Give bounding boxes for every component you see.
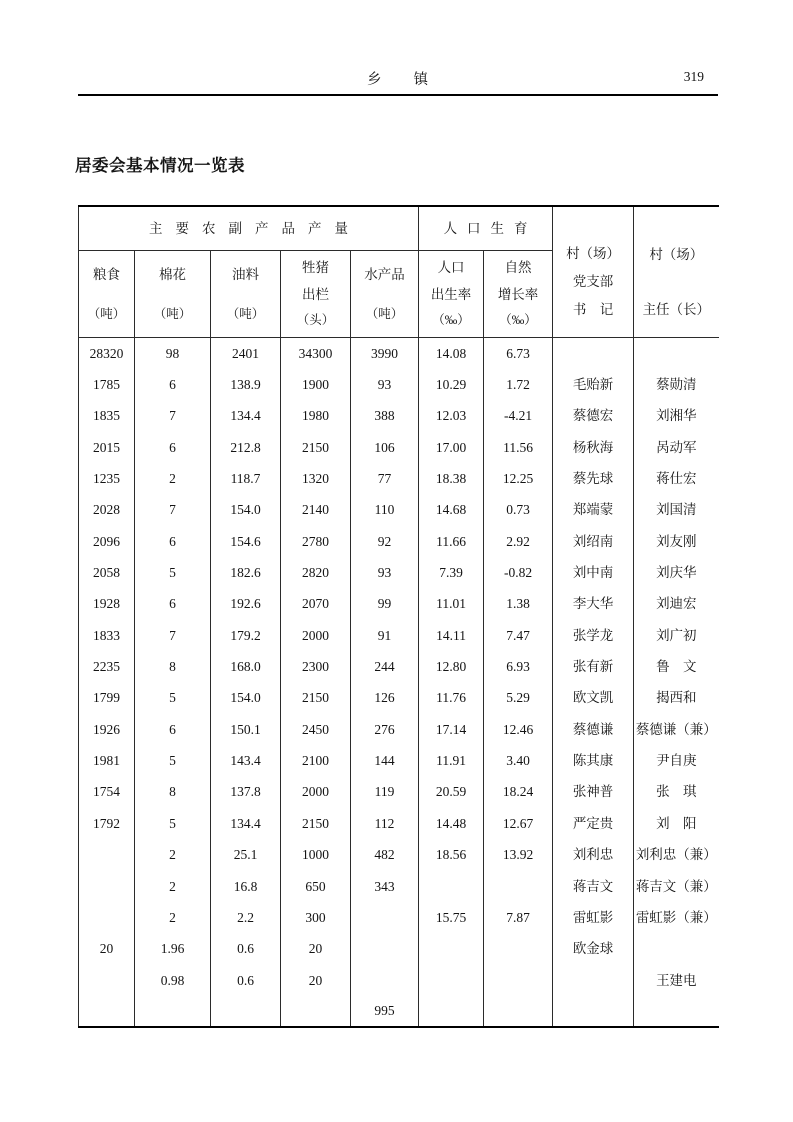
table-cell: 92 [351, 526, 419, 557]
table-cell: 0.73 [484, 494, 553, 525]
table-cell: 1754 [93, 784, 120, 800]
table-cell: 6 [135, 369, 211, 400]
table-cell: 11.91 [419, 745, 484, 776]
table-cell: 刘国清 [634, 494, 719, 525]
table-cell: 2300 [281, 651, 351, 682]
table-cell: 1235 [93, 470, 120, 486]
table-cell: 17.00 [419, 432, 484, 463]
table-row [79, 933, 719, 964]
table-cell: 雷虹影（兼） [634, 902, 719, 933]
table-row [79, 996, 719, 1027]
table-cell: 刘绍南 [553, 526, 634, 557]
column-header-line: 主任（长） [642, 302, 711, 317]
table-cell: 91 [351, 620, 419, 651]
table-cell [634, 338, 719, 369]
table-cell: 2.92 [484, 526, 553, 557]
table-row [79, 902, 719, 933]
column-header [211, 251, 281, 338]
table-wrapper [78, 205, 719, 1028]
table-cell: 毛贻新 [553, 369, 634, 400]
table-cell: 12.03 [419, 400, 484, 431]
table-cell: -0.82 [484, 557, 553, 588]
table-cell: 蔡德宏 [553, 400, 634, 431]
table-cell: 112 [351, 808, 419, 839]
table-cell: 0.98 [135, 965, 211, 996]
table-cell: 1928 [93, 596, 120, 612]
table-cell: 蒋吉文（兼） [634, 871, 719, 902]
table-cell [351, 902, 419, 933]
table-cell: 118.7 [211, 463, 281, 494]
table-cell: 106 [351, 432, 419, 463]
table-cell: 482 [351, 839, 419, 870]
table-cell: 蔡德谦（兼） [634, 714, 719, 745]
table-cell: 154.0 [211, 682, 281, 713]
column-header-line: 出生率 [430, 286, 472, 302]
table-cell: 蔡德谦 [553, 714, 634, 745]
table-cell: 2450 [281, 714, 351, 745]
table-cell: 11.01 [419, 588, 484, 619]
table-cell: 2 [135, 463, 211, 494]
table-cell [553, 996, 634, 1027]
table-row [79, 494, 719, 525]
table-cell: 300 [281, 902, 351, 933]
table-cell: 严定贵 [553, 808, 634, 839]
table-cell: 2140 [281, 494, 351, 525]
head-rule [78, 94, 718, 96]
table-cell [484, 965, 553, 996]
table-cell [79, 839, 135, 870]
table-cell: 鲁 文 [634, 651, 719, 682]
table-cell: 995 [351, 996, 419, 1027]
table-cell: 16.8 [211, 871, 281, 902]
table-row [79, 557, 719, 588]
table-row [79, 369, 719, 400]
table-cell: 刘利忠（兼） [634, 839, 719, 870]
table-cell: 2070 [281, 588, 351, 619]
table-cell: 2401 [211, 338, 281, 369]
group-header-population: 人口生育 [419, 206, 553, 251]
column-header-line: 出栏 [302, 286, 329, 302]
table-cell: 张 琪 [634, 777, 719, 808]
table-cell: 蒋吉文 [553, 871, 634, 902]
column-header [281, 251, 351, 338]
table-cell: 李大华 [553, 588, 634, 619]
table-cell: 17.14 [419, 714, 484, 745]
column-header-line: 牲猪 [302, 260, 329, 276]
table-cell: 14.48 [419, 808, 484, 839]
table-cell: 1785 [93, 376, 120, 392]
table-cell: 1.72 [484, 369, 553, 400]
table-cell: 1980 [281, 400, 351, 431]
table-cell: 182.6 [211, 557, 281, 588]
table-cell: 蒋仕宏 [634, 463, 719, 494]
table-cell: 276 [351, 714, 419, 745]
table-cell: 2028 [93, 502, 120, 518]
table-cell: 2058 [93, 564, 120, 580]
table-cell: 98 [135, 338, 211, 369]
table-cell: 2150 [281, 432, 351, 463]
table-body [79, 338, 719, 1028]
table-row [79, 839, 719, 870]
table-cell [211, 996, 281, 1027]
table-cell: 刘利忠 [553, 839, 634, 870]
table-cell [351, 933, 419, 964]
table-cell: 5.29 [484, 682, 553, 713]
table-row [79, 871, 719, 902]
table-row [79, 777, 719, 808]
table-cell: 6.93 [484, 651, 553, 682]
table-cell: 1320 [281, 463, 351, 494]
table-cell: 2235 [93, 659, 120, 675]
column-header [135, 251, 211, 338]
table-cell: 110 [351, 494, 419, 525]
table-cell: 13.92 [484, 839, 553, 870]
table-row [79, 682, 719, 713]
column-header-line: 人口 [437, 260, 465, 276]
table-cell [135, 996, 211, 1027]
table-cell: 0.6 [211, 933, 281, 964]
table-cell: 134.4 [211, 400, 281, 431]
table-cell: 18.24 [484, 777, 553, 808]
column-header-unit: （‰） [432, 313, 470, 328]
table-cell [634, 996, 719, 1027]
column-header-line: 村（场） [566, 246, 621, 261]
table-cell: 刘庆华 [634, 557, 719, 588]
column-header-unit: （头） [296, 313, 335, 328]
table-cell [351, 965, 419, 996]
table-cell: 212.8 [211, 432, 281, 463]
table-row [79, 463, 719, 494]
table-cell: 179.2 [211, 620, 281, 651]
table-cell: 93 [351, 557, 419, 588]
table-cell: 10.29 [419, 369, 484, 400]
table-cell: 20 [281, 933, 351, 964]
table-cell [419, 996, 484, 1027]
table-cell: 雷虹影 [553, 902, 634, 933]
table-cell: 杨秋海 [553, 432, 634, 463]
page-number: 319 [683, 69, 704, 84]
table-row [79, 432, 719, 463]
column-header-unit: （‰） [499, 313, 537, 328]
column-header-unit: （吨） [226, 306, 265, 321]
table-cell: 尹自庚 [634, 745, 719, 776]
table-cell: 150.1 [211, 714, 281, 745]
column-header-unit: （吨） [365, 306, 404, 321]
column-header-line: 油料 [232, 267, 259, 283]
table-cell: 欧金球 [553, 933, 634, 964]
table-cell: 5 [135, 682, 211, 713]
table-cell: 1900 [281, 369, 351, 400]
table-cell: 张学龙 [553, 620, 634, 651]
column-header-line: 书 记 [572, 302, 614, 317]
table-cell: 2 [135, 902, 211, 933]
table-cell: 143.4 [211, 745, 281, 776]
table-cell: 2780 [281, 526, 351, 557]
column-header [484, 251, 553, 338]
table-header-group-row [79, 206, 719, 251]
column-header-line: 党支部 [572, 274, 614, 289]
table-cell: 2 [135, 871, 211, 902]
table-cell: 6 [135, 588, 211, 619]
table-cell: 2 [135, 839, 211, 870]
table-cell: 18.56 [419, 839, 484, 870]
table-cell: 5 [135, 745, 211, 776]
table-cell: 郑端蒙 [553, 494, 634, 525]
table-cell: 14.68 [419, 494, 484, 525]
table-cell [484, 871, 553, 902]
table-cell: 388 [351, 400, 419, 431]
column-header [419, 251, 484, 338]
column-header-party-secretary [553, 206, 634, 338]
table-cell: 2.2 [211, 902, 281, 933]
table-cell: 7 [135, 620, 211, 651]
table-cell: 99 [351, 588, 419, 619]
running-head [78, 68, 718, 90]
column-header [351, 251, 419, 338]
table-cell [419, 933, 484, 964]
table-cell [553, 965, 634, 996]
table-cell: 揭西和 [634, 682, 719, 713]
table-cell: 1981 [93, 753, 120, 769]
table-cell: 1792 [93, 815, 120, 831]
column-header-line: 水产品 [364, 267, 405, 283]
table-cell: 7 [135, 494, 211, 525]
table-cell: 343 [351, 871, 419, 902]
table-cell: 蔡先球 [553, 463, 634, 494]
table-cell: 154.6 [211, 526, 281, 557]
table-cell: 20 [99, 941, 114, 957]
table-cell: 2000 [281, 777, 351, 808]
table-row [79, 400, 719, 431]
table-cell: 刘 阳 [634, 808, 719, 839]
table-cell [484, 933, 553, 964]
table-cell: 25.1 [211, 839, 281, 870]
table-cell: 12.80 [419, 651, 484, 682]
table-cell: 8 [135, 777, 211, 808]
table-cell: 1799 [93, 690, 120, 706]
table-cell: 12.25 [484, 463, 553, 494]
table-cell: 20.59 [419, 777, 484, 808]
table-cell: 2000 [281, 620, 351, 651]
table-cell: -4.21 [484, 400, 553, 431]
table-cell: 12.46 [484, 714, 553, 745]
table-row [79, 620, 719, 651]
table-cell: 5 [135, 557, 211, 588]
table-cell: 王建电 [634, 965, 719, 996]
running-head-title: 乡 镇 [367, 72, 429, 88]
table-cell [79, 871, 135, 902]
table-cell: 8 [135, 651, 211, 682]
table-cell: 137.8 [211, 777, 281, 808]
table-cell [634, 933, 719, 964]
table-cell: 650 [281, 871, 351, 902]
table-cell: 14.08 [419, 338, 484, 369]
table-cell: 6.73 [484, 338, 553, 369]
table-cell: 144 [351, 745, 419, 776]
table-cell: 6 [135, 526, 211, 557]
table-cell: 11.76 [419, 682, 484, 713]
table-cell: 刘湘华 [634, 400, 719, 431]
table-cell: 0.6 [211, 965, 281, 996]
column-header [79, 251, 135, 338]
table-cell: 2150 [281, 682, 351, 713]
table-cell: 93 [351, 369, 419, 400]
table-cell [79, 902, 135, 933]
table-cell: 2096 [93, 533, 120, 549]
table-cell: 2150 [281, 808, 351, 839]
table-cell: 蔡勋清 [634, 369, 719, 400]
table-cell: 154.0 [211, 494, 281, 525]
column-header-line: 增长率 [497, 286, 539, 302]
table-cell [484, 996, 553, 1027]
table-cell: 欧文凯 [553, 682, 634, 713]
table-row [79, 526, 719, 557]
table-cell: 1.96 [135, 933, 211, 964]
table-cell [553, 338, 634, 369]
table-cell: 6 [135, 432, 211, 463]
table-cell: 126 [351, 682, 419, 713]
table-cell: 7.47 [484, 620, 553, 651]
table-cell: 134.4 [211, 808, 281, 839]
table-row [79, 651, 719, 682]
table-cell: 138.9 [211, 369, 281, 400]
table-cell: 2100 [281, 745, 351, 776]
table-cell: 244 [351, 651, 419, 682]
table-cell: 34300 [281, 338, 351, 369]
table-cell: 刘广初 [634, 620, 719, 651]
column-header-unit: （吨） [153, 306, 192, 321]
table-cell: 119 [351, 777, 419, 808]
table-cell: 7 [135, 400, 211, 431]
table-cell [79, 996, 135, 1027]
table-cell [79, 965, 135, 996]
table-row [79, 965, 719, 996]
table-header [79, 206, 719, 338]
table-cell: 14.11 [419, 620, 484, 651]
table-cell [419, 965, 484, 996]
table-cell [281, 996, 351, 1027]
table-row [79, 714, 719, 745]
table-cell: 12.67 [484, 808, 553, 839]
table-cell: 6 [135, 714, 211, 745]
table-cell: 28320 [89, 345, 124, 361]
column-header-line: 自然 [504, 260, 532, 276]
table-row [79, 808, 719, 839]
table-cell: 3990 [351, 338, 419, 369]
table-cell: 1835 [93, 408, 120, 424]
table-row [79, 338, 719, 369]
table-cell: 陈其康 [553, 745, 634, 776]
table-cell: 张有新 [553, 651, 634, 682]
table-cell: 7.87 [484, 902, 553, 933]
table-cell [419, 871, 484, 902]
column-header-line: 村（场） [649, 247, 704, 262]
table-cell: 18.38 [419, 463, 484, 494]
table-cell: 15.75 [419, 902, 484, 933]
table-cell: 刘友刚 [634, 526, 719, 557]
table-cell: 刘迪宏 [634, 588, 719, 619]
column-header-unit: （吨） [87, 306, 126, 321]
table-cell: 1833 [93, 627, 120, 643]
table-cell: 192.6 [211, 588, 281, 619]
table-cell: 呙动军 [634, 432, 719, 463]
table-cell: 3.40 [484, 745, 553, 776]
table-cell: 1000 [281, 839, 351, 870]
table-cell: 11.66 [419, 526, 484, 557]
column-header-line: 粮食 [93, 267, 120, 283]
table-cell: 5 [135, 808, 211, 839]
page-title: 居委会基本情况一览表 [75, 157, 245, 175]
table-cell: 77 [351, 463, 419, 494]
table-cell: 7.39 [419, 557, 484, 588]
table-cell: 20 [281, 965, 351, 996]
table-cell: 1926 [93, 721, 120, 737]
table-cell: 1.38 [484, 588, 553, 619]
group-header-products: 主要农副产品产量 [79, 206, 419, 251]
table-cell: 张神普 [553, 777, 634, 808]
table-cell: 11.56 [484, 432, 553, 463]
table-cell: 2015 [93, 439, 120, 455]
column-header-director [634, 206, 719, 338]
column-header-line: 棉花 [159, 267, 186, 283]
table-cell: 刘中南 [553, 557, 634, 588]
table-row [79, 588, 719, 619]
basic-info-table [78, 205, 719, 1028]
table-row [79, 745, 719, 776]
table-cell: 2820 [281, 557, 351, 588]
table-cell: 168.0 [211, 651, 281, 682]
